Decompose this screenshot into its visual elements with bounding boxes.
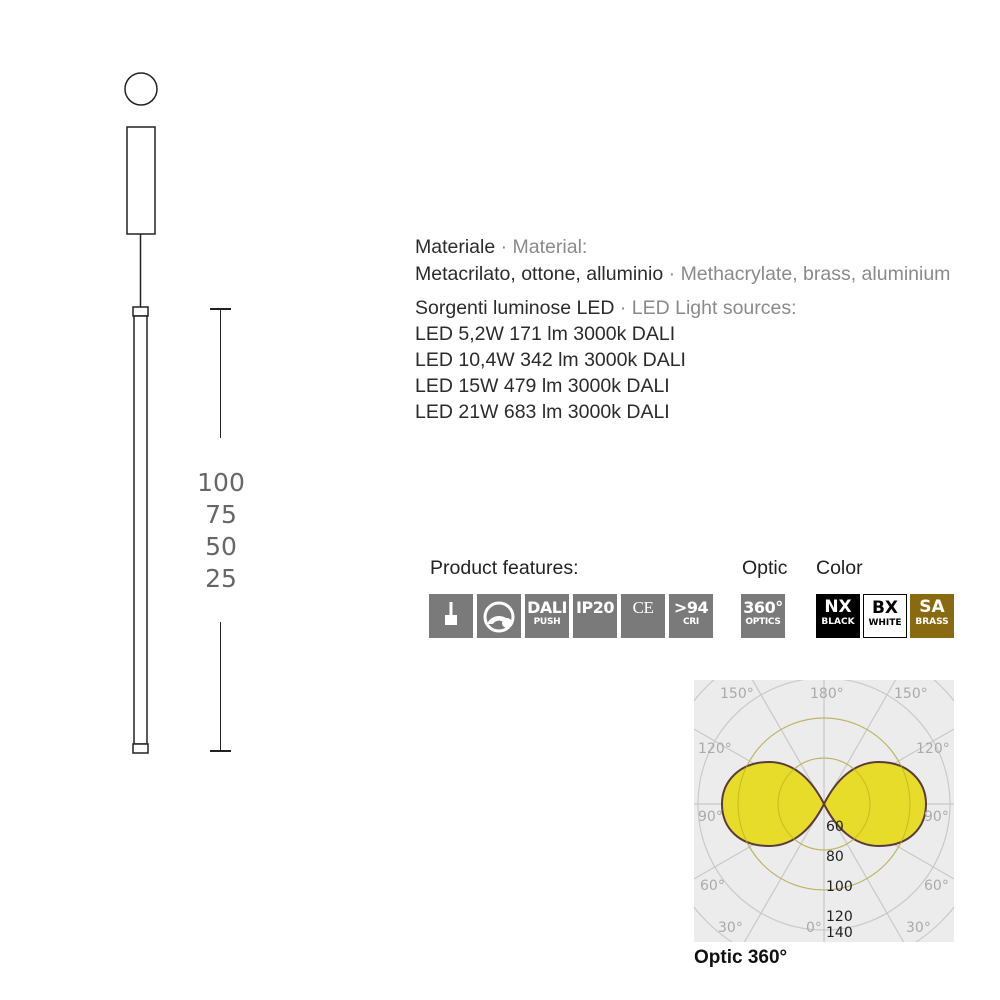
- radial-label: 100: [826, 879, 853, 895]
- dimmable-icon: [477, 594, 521, 638]
- separator: ·: [668, 263, 676, 285]
- color-swatch-brass[interactable]: SA BRASS: [910, 594, 954, 638]
- angle-label: 90°: [698, 809, 723, 825]
- height-label: 100: [197, 468, 245, 497]
- light-source-item: LED 5,2W 171 lm 3000k DALI: [415, 323, 676, 345]
- angle-label: 120°: [698, 741, 732, 757]
- angle-label: 90°: [924, 809, 949, 825]
- material-label-en: Material:: [512, 236, 588, 258]
- optic-360-icon: 360° OPTICS: [741, 594, 785, 638]
- material-heading: [415, 236, 587, 259]
- suspension-icon: [429, 594, 473, 638]
- separator: ·: [619, 297, 627, 319]
- angle-label: 60°: [924, 878, 949, 894]
- polar-light-distribution-diagram: [694, 680, 954, 942]
- angle-label: 30°: [718, 920, 743, 936]
- color-title: Color: [816, 557, 863, 579]
- material-value-en: Methacrylate, brass, aluminium: [680, 263, 951, 285]
- material-label-it: Materiale: [415, 236, 496, 258]
- color-swatch-white[interactable]: BX WHITE: [863, 594, 907, 638]
- polar-diagram-title: Optic 360°: [694, 947, 788, 968]
- height-label: 25: [205, 564, 237, 593]
- radial-label: 140: [826, 925, 853, 941]
- light-source-item: LED 15W 479 lm 3000k DALI: [415, 375, 670, 397]
- sources-label-en: LED Light sources:: [631, 297, 797, 319]
- radial-label: 80: [826, 849, 844, 865]
- height-label: 50: [205, 532, 237, 561]
- radial-label: 60: [826, 819, 844, 835]
- ce-mark-icon: CE: [621, 594, 665, 638]
- ip20-icon: IP20: [573, 594, 617, 638]
- optic-title: Optic: [742, 557, 788, 579]
- cri-icon: >94 CRI: [669, 594, 713, 638]
- product-features-title: Product features:: [430, 557, 579, 579]
- light-source-item: LED 21W 683 lm 3000k DALI: [415, 401, 670, 423]
- material-value-it: Metacrilato, ottone, alluminio: [415, 263, 664, 285]
- angle-label: 150°: [720, 686, 754, 702]
- height-label: 75: [205, 500, 237, 529]
- light-source-item: LED 10,4W 342 lm 3000k DALI: [415, 349, 686, 371]
- radial-label: 120: [826, 909, 853, 925]
- angle-label: 150°: [894, 686, 928, 702]
- product-drawing: [0, 0, 300, 800]
- material-value: [415, 263, 950, 286]
- canopy-top-view: [125, 73, 157, 105]
- tube-top-cap: [133, 307, 148, 316]
- angle-label: 0°: [806, 920, 822, 936]
- angle-label: 180°: [810, 686, 844, 702]
- dali-push-icon: DALI PUSH: [525, 594, 569, 638]
- light-tube: [134, 316, 147, 744]
- angle-label: 120°: [916, 741, 950, 757]
- canopy: [127, 127, 155, 234]
- angle-label: 60°: [700, 878, 725, 894]
- light-sources-heading: [415, 297, 797, 320]
- tube-bottom-cap: [133, 744, 148, 753]
- color-swatch-black[interactable]: NX BLACK: [816, 594, 860, 638]
- angle-label: 30°: [906, 920, 931, 936]
- separator: ·: [500, 236, 508, 258]
- sources-label-it: Sorgenti luminose LED: [415, 297, 615, 319]
